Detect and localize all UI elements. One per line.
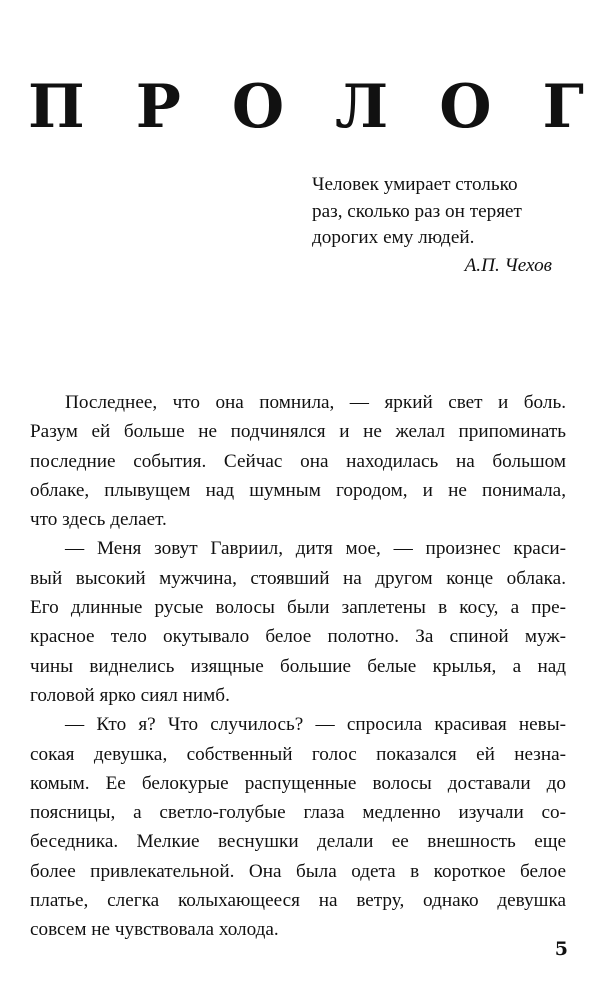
body-line: чины виднелись изящные большие белые крылья, а над [30,655,566,677]
body-line: облаке, плывущем над шумным городом, и не понимала, [30,479,566,501]
body-line: совсем не чувствовала холода. [30,919,279,941]
body-line: головой ярко сиял нимб. [30,684,230,706]
epigraph [312,172,582,252]
body-line: Последнее, что она помнила, — яркий свет и боль. [65,392,566,413]
body-line: поясницы, а светло-голубые глаза медленно изучали со- [30,802,566,824]
body-line: вый высокий мужчина, стоявший на другом конце облака. [30,567,566,589]
title-letter: О [439,72,492,142]
body-line: сокая девушка, собственный голос показался ей незна- [30,743,566,765]
title-letter: Л [335,72,389,142]
title-letter: Р [135,72,181,142]
body-line: Его длинные русые волосы были заплетены в косу, а пре- [30,597,566,619]
epigraph-author: А.П. Чехов [464,255,552,276]
body-line: последние события. Сейчас она находилась на большом [30,450,566,472]
body-line: более привлекательной. Она была одета в короткое белое [30,860,566,882]
body-line: Разум ей больше не подчинялся и не желал припоминать [30,421,566,443]
body-text [30,388,566,945]
body-line: комым. Ее белокурые распущенные волосы доставали до [30,772,566,794]
chapter-title [28,72,584,142]
title-letter: О [231,72,285,142]
body-line: — Кто я? Что случилось? — спросила красивая невы- [65,714,566,736]
epigraph-line: Человек умирает столько [312,174,518,195]
body-line: что здесь делает. [30,509,167,531]
body-line: — Меня зовут Гавриил, дитя мое, — произнес краси- [65,538,566,560]
epigraph-line: раз, сколько раз он теряет [312,200,522,222]
epigraph-line: дорогих ему людей. [312,227,475,248]
title-letter: П [28,72,85,142]
page-number: 5 [554,938,568,960]
body-line: красное тело окутывало белое полотно. За спиной муж- [30,626,566,648]
title-letter: Г [542,72,584,142]
body-line: беседника. Мелкие веснушки делали ее внешность еще [30,831,566,853]
body-line: платье, слегка колыхающееся на ветру, однако девушка [30,890,566,912]
